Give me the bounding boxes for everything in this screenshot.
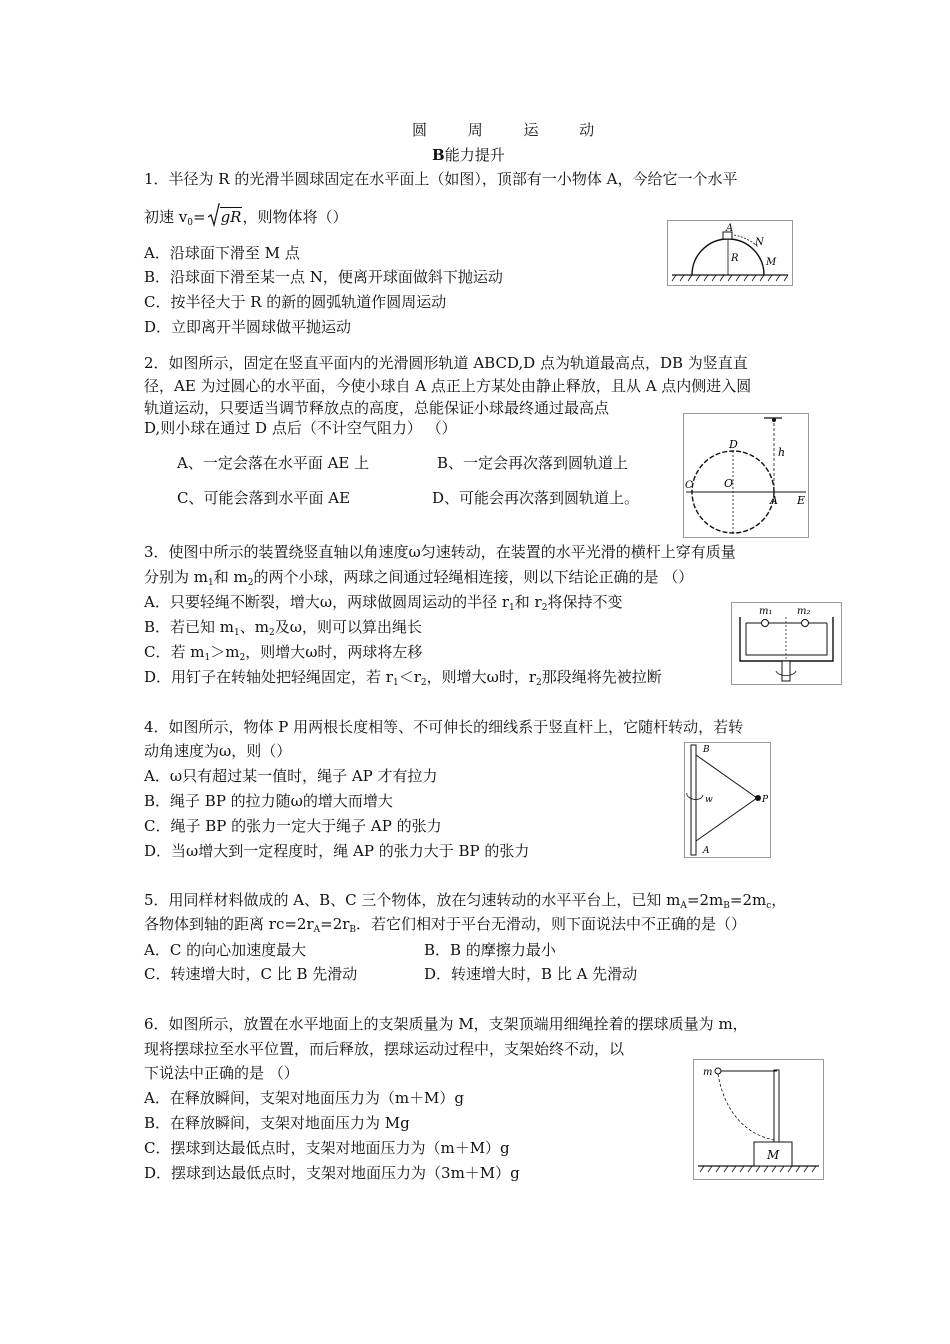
q1-hemisphere-figure xyxy=(667,220,793,286)
q1-prompt: ，则物体将（） xyxy=(242,208,348,226)
q2-option-b: B、一定会再次落到圆轨道上 xyxy=(437,454,629,472)
frame-inner xyxy=(746,623,827,655)
q3-option-a: A．只要轻绳不断裂，增大ω，两球做圆周运动的半径 $r_1$和 $r_2$将保持不变 xyxy=(144,593,623,613)
q3-option-d: D．用钉子在转轴处把轻绳固定，若 $r_1<r_2$，则增大ω时，$r_2$那段绳将先被拉断 xyxy=(144,668,662,688)
q5-option-a: A．C 的向心加速度最大 xyxy=(144,941,307,959)
q6-line1: 6．如图所示，放置在水平地面上的支架质量为 M，支架顶端用细绳拴着的摆球质量为 m， xyxy=(144,1015,748,1033)
label-p: P xyxy=(762,795,769,805)
label-h: h xyxy=(778,446,786,459)
label-m-small: m xyxy=(703,1067,713,1078)
support-post xyxy=(774,1070,779,1142)
subtitle-letter: B xyxy=(432,146,445,164)
q1-sqrt-content: gR xyxy=(220,208,242,226)
q1-option-b: B．沿球面下滑至某一点 N，便离开球面做斜下抛运动 xyxy=(144,268,503,286)
sqrt-icon xyxy=(208,203,220,227)
ground-hatch xyxy=(700,1166,816,1172)
q1-option-d: D．立即离开半圆球做平抛运动 xyxy=(144,318,352,336)
q1-v0: 初速 v xyxy=(144,208,188,226)
q2-line1: 2．如图所示，固定在竖直平面内的光滑圆形轨道 ABCD,D 点为轨道最高点，DB 为竖直直 xyxy=(144,354,748,372)
label-c: C xyxy=(685,480,693,491)
ball-m1 xyxy=(762,620,769,627)
subtitle-text: 能力提升 xyxy=(444,146,505,164)
label-r: R xyxy=(731,253,739,264)
label-m2: m₂ xyxy=(797,606,811,617)
frame-outer xyxy=(740,617,833,661)
ground-hatch xyxy=(672,275,788,281)
q5-line2: 各物体到轴的距离 $rc=2r_A=2r_B$．若它们相对于平台无滑动，则下面说法中不正确的是（） xyxy=(144,915,747,935)
label-m1: m₁ xyxy=(759,606,773,617)
label-a: A xyxy=(726,223,734,234)
q4-option-d: D．当ω增大到一定程度时，绳 AP 的张力大于 BP 的张力 xyxy=(144,842,530,860)
string-bp xyxy=(696,755,757,798)
label-n: N xyxy=(755,237,764,248)
q2-option-a: A、一定会落在水平面 AE 上 xyxy=(177,454,370,472)
q3-line1: 3．使图中所示的装置绕竖直轴以角速度ω匀速转动，在装置的水平光滑的横杆上穿有质量 xyxy=(144,543,736,561)
q5-line1: 5．用同样材料做成的 A、B、C 三个物体，放在匀速转动的水平平台上，已知 $m_A=2m_B=2m_c$， xyxy=(144,891,787,911)
pendulum-ball xyxy=(715,1068,721,1074)
q3-rotating-frame-figure xyxy=(731,602,842,685)
label-a3: A xyxy=(703,846,710,856)
swing-path xyxy=(718,1074,774,1140)
q2-option-c: C、可能会落到水平面 AE xyxy=(177,489,351,507)
page-title: 圆 周 运 动 xyxy=(412,121,613,139)
q1-equals: = xyxy=(192,208,206,226)
q3-option-b: B．若已知 $m_1$、$m_2$及ω，则可以算出绳长 xyxy=(144,618,422,638)
q2-line3: 轨道运动，只要适当调节释放点的高度，总能保证小球最终通过最高点 xyxy=(144,399,610,417)
q1-line1: 1．半径为 R 的光滑半圆球固定在水平面上（如图），顶部有一小物体 A，今给它一个水平 xyxy=(144,170,738,188)
q5-option-d: D．转速增大时，B 比 A 先滑动 xyxy=(424,965,638,983)
label-m-large: M xyxy=(767,1148,780,1162)
q5-option-b: B．B 的摩擦力最小 xyxy=(424,941,556,959)
ball xyxy=(772,418,776,422)
q2-option-d: D、可能会再次落到圆轨道上。 xyxy=(432,489,640,507)
q6-pendulum-figure xyxy=(693,1059,824,1180)
q4-option-c: C．绳子 BP 的张力一定大于绳子 AP 的张力 xyxy=(144,817,442,835)
q2-line2: 径，AE 为过圆心的水平面，今使小球自 A 点正上方某处由静止释放，且从 A 点内侧进入圆 xyxy=(144,377,752,395)
ball-m2 xyxy=(802,620,809,627)
object-p xyxy=(755,795,761,801)
q1-line2 xyxy=(144,207,347,227)
q1-option-c: C．按半径大于 R 的新的圆弧轨道作圆周运动 xyxy=(144,293,447,311)
vertical-rod xyxy=(691,745,696,855)
q1-option-a: A．沿球面下滑至 M 点 xyxy=(144,244,300,262)
q4-line1: 4．如图所示，物体 P 用两根长度相等、不可伸长的细线系于竖直杆上，它随杆转动，若转 xyxy=(144,718,744,736)
label-m: M xyxy=(766,257,777,268)
label-a2: A xyxy=(770,494,778,507)
q3-option-c: C．若 $m_1>m_2$，则增大ω时，两球将左移 xyxy=(144,643,423,663)
q6-option-c: C．摆球到达最低点时，支架对地面压力为（m＋M）g xyxy=(144,1139,510,1157)
q4-option-b: B．绳子 BP 的拉力随ω的增大而增大 xyxy=(144,792,393,810)
shaft xyxy=(782,661,790,681)
q4-rod-figure xyxy=(684,742,771,858)
q2-circle-track-figure xyxy=(683,413,809,538)
q4-line2: 动角速度为ω，则（） xyxy=(144,742,292,760)
q6-line3: 下说法中正确的是 （） xyxy=(144,1064,299,1082)
q1-sqrt xyxy=(208,207,243,227)
label-e: E xyxy=(797,494,806,507)
q3-line2: 分别为 $m_1$和 $m_2$的两个小球，两球之间通过轻绳相连接，则以下结论正确的是 （） xyxy=(144,568,694,588)
label-b: B xyxy=(703,745,710,755)
label-d: D xyxy=(729,438,738,451)
q2-line4: D,则小球在通过 D 点后（不计空气阻力） （） xyxy=(144,419,457,437)
q1-v0-sub: 0 xyxy=(187,218,193,228)
q6-option-a: A．在释放瞬间，支架对地面压力为（m＋M）g xyxy=(144,1089,465,1107)
label-w: w xyxy=(705,795,713,805)
q6-option-b: B．在释放瞬间，支架对地面压力为 Mg xyxy=(144,1114,410,1132)
q6-option-d: D．摆球到达最低点时，支架对地面压力为（3m＋M）g xyxy=(144,1164,520,1182)
q5-option-c: C．转速增大时，C 比 B 先滑动 xyxy=(144,965,358,983)
q4-option-a: A．ω只有超过某一值时，绳子 AP 才有拉力 xyxy=(144,767,438,785)
section-subtitle xyxy=(432,145,505,165)
label-o: O xyxy=(724,477,734,490)
q6-line2: 现将摆球拉至水平位置，而后释放，摆球运动过程中，支架始终不动，以 xyxy=(144,1040,625,1058)
